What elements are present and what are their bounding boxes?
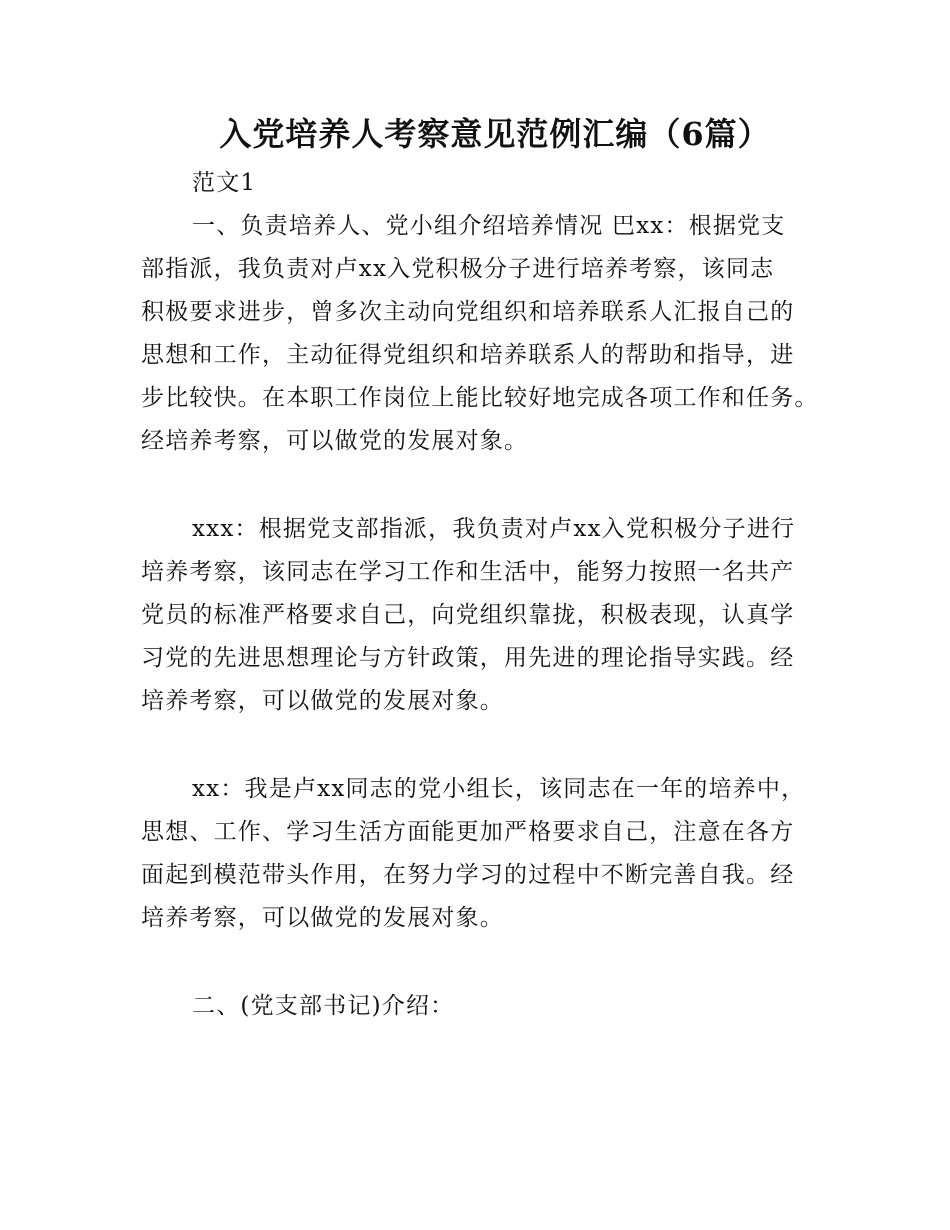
paragraph-line: 思想、工作、学习生活方面能更加严格要求自己，注意在各方 [141, 819, 795, 845]
document-title: 入党培养人考察意见范例汇编（6篇） [219, 115, 771, 153]
paragraph-line: 二、(党支部书记)介绍： [192, 993, 455, 1019]
paragraph-line: 党员的标准严格要求自己，向党组织靠拢，积极表现，认真学 [141, 602, 795, 628]
paragraph-line: xxx：根据党支部指派，我负责对卢xx入党积极分子进行 [192, 516, 796, 542]
paragraph-line: 经培养考察，可以做党的发展对象。 [141, 428, 529, 454]
paragraph-line: 思想和工作，主动征得党组织和培养联系人的帮助和指导，进 [141, 342, 795, 368]
paragraph-line: 面起到模范带头作用，在努力学习的过程中不断完善自我。经 [141, 862, 795, 888]
paragraph-line: 培养考察，该同志在学习工作和生活中，能努力按照一名共产 [141, 559, 795, 585]
paragraph-line: 培养考察，可以做党的发展对象。 [141, 905, 504, 931]
paragraph-line: 一、负责培养人、党小组介绍培养情况 巴xx：根据党支 [192, 213, 786, 239]
paragraph-line: 培养考察，可以做党的发展对象。 [141, 688, 504, 714]
sample-label: 范文1 [192, 170, 257, 196]
paragraph-line: 步比较快。在本职工作岗位上能比较好地完成各项工作和任务。 [141, 385, 819, 411]
paragraph-line: 积极要求进步，曾多次主动向党组织和培养联系人汇报自己的 [141, 299, 795, 325]
paragraph-line: xx：我是卢xx同志的党小组长，该同志在一年的培养中， [192, 776, 806, 802]
paragraph-line: 部指派，我负责对卢xx入党积极分子进行培养考察，该同志 [141, 256, 775, 282]
paragraph-line: 习党的先进思想理论与方针政策，用先进的理论指导实践。经 [141, 645, 795, 671]
